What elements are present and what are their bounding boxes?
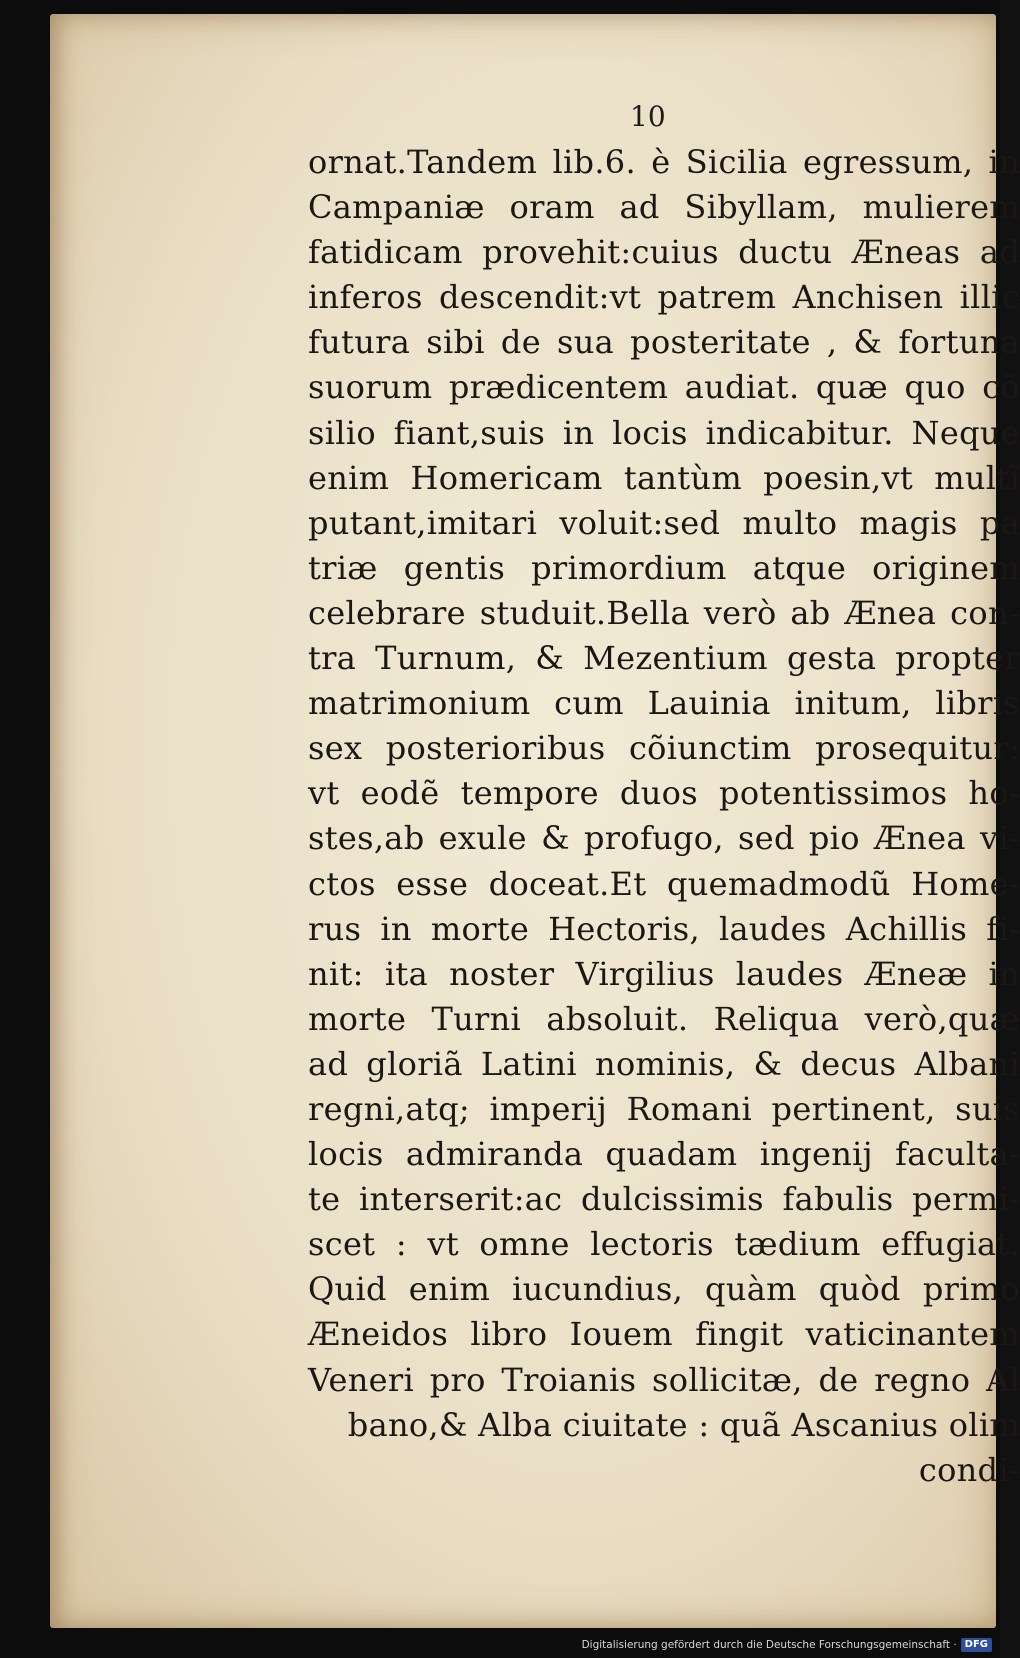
text-line: stes,ab exule & profugo, sed pio Ænea vi- [308,819,1020,858]
text-line: rus in morte Hectoris, laudes Achillis fi- [308,909,1020,948]
text-line: ornat.Tandem lib.6. è Sicilia egressum, in [308,143,1020,181]
text-line: nit: ita noster Virgilius laudes Æneæ in [308,954,1020,993]
text-line: vt eodẽ tempore duos potentissimos ho- [308,774,1020,813]
text-line: Veneri pro Troianis sollicitæ, de regno Al [308,1360,1020,1399]
text-line: ctos esse doceat.Et quemadmodũ Home- [308,864,1020,903]
dfg-logo-icon: DFG [961,1638,992,1652]
text-line: te interserit:ac dulcissimis fabulis permi- [308,1180,1020,1219]
text-line: sex posterioribus cõiunctim prosequitur: [308,729,1020,768]
text-line: regni,atq; imperij Romani pertinent, suis [308,1089,1020,1128]
text-line: silio fiant,suis in locis indicabitur. Neque [308,413,1020,452]
text-line: Æneidos libro Iouem fingit vaticinantem [308,1315,1020,1354]
catchword: condi- [918,1450,1020,1489]
book-page [50,14,1020,1628]
text-line: celebrare studuit.Bella verò ab Ænea con- [308,593,1020,632]
text-line: putant,imitari voluit:sed multo magis pa [308,503,1020,542]
text-line: Campaniæ oram ad Sibyllam, mulierem [308,188,1020,227]
text-block [308,140,1020,1493]
page-number: 10 [630,100,666,133]
text-line: ad gloriã Latini nominis, & decus Albani [308,1044,1020,1083]
text-line: Quid enim iucundius, quàm quòd primo [308,1270,1020,1309]
text-line: suorum prædicentem audiat. quæ quo cõ [308,368,1020,407]
text-line: bano,& Alba ciuitate : quã Ascanius olim [347,1405,1020,1444]
text-line: fatidicam provehit:cuius ductu Æneas ad [308,233,1020,272]
text-line: inferos descendit:vt patrem Anchisen illic [308,278,1020,317]
footer-credit: Digitalisierung gefördert durch die Deutsche Forschungsgemeinschaft · [581,1639,957,1651]
text-line: futura sibi de sua posteritate , & fortuna [308,323,1020,362]
text-line: matrimonium cum Lauinia initum, libris [308,684,1020,723]
text-line: triæ gentis primordium atque originem [308,548,1020,587]
digitization-footer [582,1636,992,1654]
text-line: scet : vt omne lectoris tædium effugiat. [308,1225,1020,1264]
text-line: enim Homericam tantùm poesin,vt multĩ [308,458,1020,497]
text-line: tra Turnum, & Mezentium gesta propter [308,639,1020,678]
text-line: locis admiranda quadam ingenij faculta- [308,1135,1020,1174]
text-line: morte Turni absoluit. Reliqua verò,quæ [308,999,1020,1038]
